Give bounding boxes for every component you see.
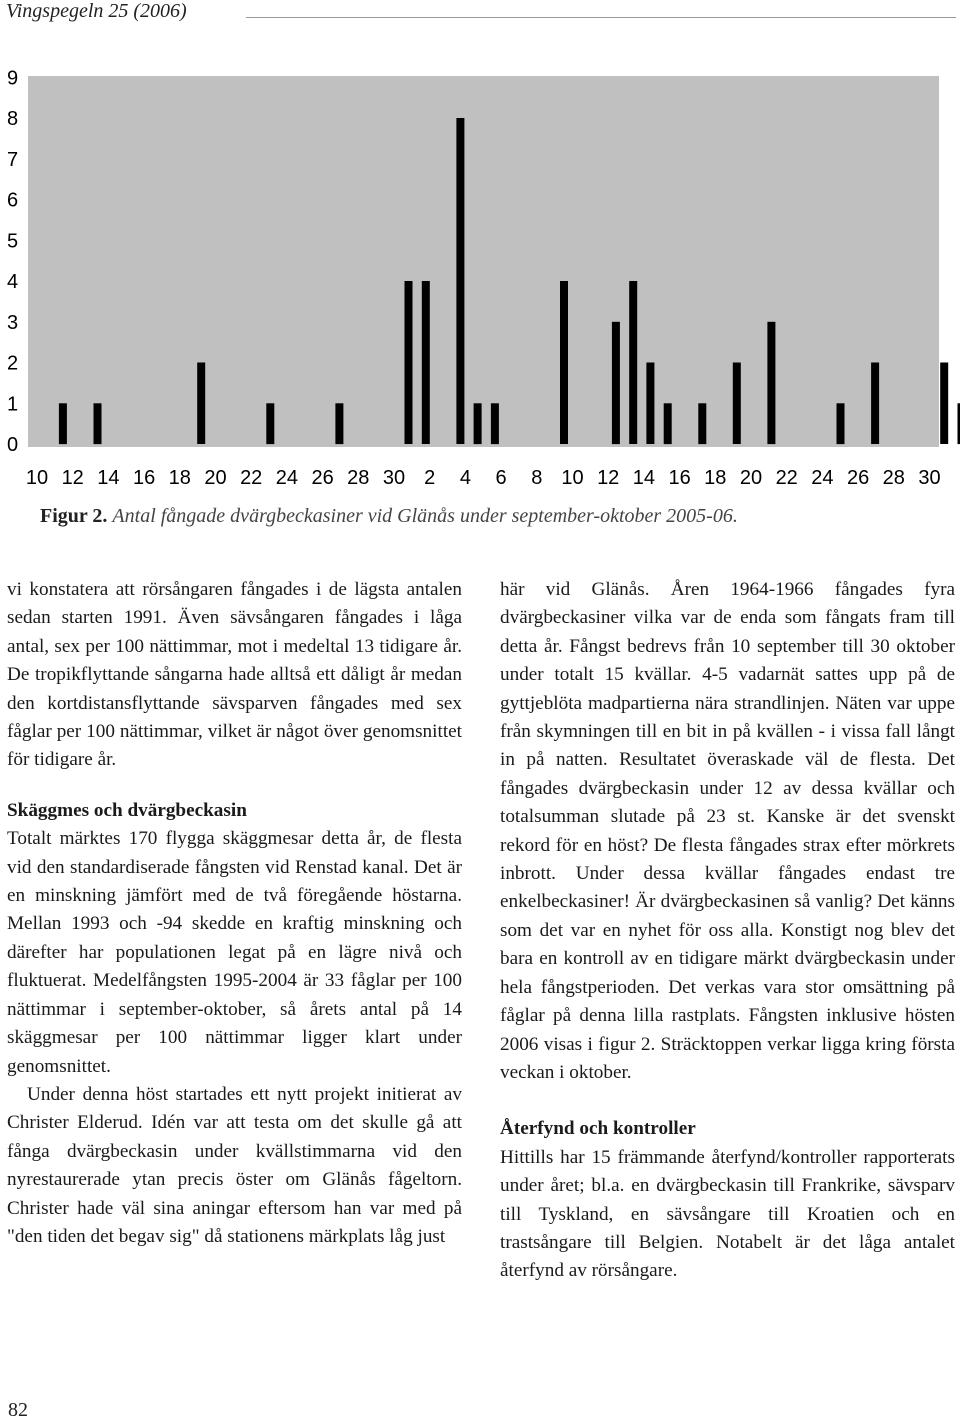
left-column [7, 576, 462, 1251]
section-heading: Skäggmes och dvärgbeckasin [7, 799, 247, 821]
bar [646, 363, 654, 445]
x-tick-label: 16 [668, 467, 691, 489]
x-tick-label: 30 [382, 467, 406, 489]
bar [266, 403, 274, 444]
x-tick-label: 20 [204, 467, 227, 489]
y-tick-label: 7 [7, 148, 19, 171]
y-tick-label: 5 [7, 230, 19, 253]
x-tick-label: 14 [97, 467, 120, 489]
x-tick-label: 26 [311, 467, 334, 489]
x-tick-label: 8 [531, 467, 543, 489]
paragraph: Under denna höst startades ett nytt projekt initierat av Christer Elderud. Idén var att testa om det skulle gå att fånga dvärgbeckasin under kvällstimmarna vid den nyrestaurerade ytan precis öster om Glänås fågeltorn. Christer hade väl sina aningar eftersom han var med på "den tiden det begav sig" då stationens märkplats låg just [7, 1083, 462, 1247]
y-tick-label: 9 [7, 67, 19, 90]
bar [474, 403, 482, 444]
bar [94, 403, 102, 444]
paragraph: vi konstatera att rörsångaren fångades i de lägsta antalen sedan starten 1991. Även sävsångaren fångades i låga antal, sex per 100 nättimmar, mot i medeltal 13 tidigare år. De tropikflyttande sångarna hade alltså ett dåligt år medan den kortdistansflyttande sävsparven fångades med sex fåglar per 100 nättimmar, vilket är något över genomsnittet för tidigare år. [7, 579, 462, 771]
running-head: Vingspegeln 25 (2006) [6, 0, 187, 22]
x-tick-label: 12 [597, 467, 620, 489]
section-heading: Återfynd och kontroller [500, 1118, 696, 1140]
x-tick-label: 18 [168, 467, 191, 489]
x-tick-label: 20 [739, 467, 763, 489]
plot-area [28, 76, 939, 447]
caption-text: Antal fångade dvärgbeckasiner vid Glänås under september-oktober 2005-06. [112, 505, 738, 527]
x-tick-label: 24 [275, 467, 299, 489]
bar-chart [0, 60, 960, 495]
header-rule [246, 17, 956, 18]
bar [940, 363, 948, 445]
x-tick-label: 10 [561, 467, 584, 489]
bar [871, 363, 879, 445]
x-tick-label: 10 [25, 467, 49, 489]
figure-caption [40, 505, 738, 528]
bar [405, 281, 413, 444]
y-tick-label: 8 [7, 108, 19, 130]
paragraph: här vid Glänås. Åren 1964-1966 fångades fyra dvärgbeckasiner vilka var de enda som fångats fram till detta år. Fångst bedrevs från 10 september till 30 oktober under totalt 15 kvällar. 4-5 vadarnät sattes upp på de gyttjeblöta madpartierna nära strandlinjen. Näten var uppe från skymningen till en bit in på kvällen - i vissa fall långt in på natten. Resultatet överaskade väl de flesta. Det fångades dvärgbeckasin under 12 av dessa kvällar och totalsumman slutade på 23 st. Kanske är det svenskt rekord för en höst? De flesta fångades strax efter mörkrets inbrott. Under dessa kvällar fångades endast tre enkelbeckasiner! Är dvärgbeckasinen så vanlig? Det känns som det var en nyhet för oss alla. Konstigt nog blev det bara en kontroll av en tidigare märkt dvärgbeckasin under hela fångstperioden. Det verkas vara stor omsättning på fåglar på denna lilla rastplats. Fångsten inklusive hösten 2006 visas i figur 2. Sträcktoppen verkar ligga kring första veckan i oktober. [500, 579, 955, 1083]
bar [612, 322, 620, 444]
bar [59, 403, 67, 444]
x-tick-label: 22 [775, 467, 798, 489]
paragraph: Hittills har 15 främmande återfynd/kontroller rapporterats under året; bl.a. en dvärgbeckasin till Frankrike, sävsparv till Tyskland, en sävsångare till Kroatien och en trastsångare till Belgien. Notabelt är det låga antalet återfynd av rörsångare. [500, 1146, 955, 1282]
x-tick-labels [26, 467, 941, 489]
x-tick-label: 4 [459, 467, 471, 489]
y-tick-label: 3 [7, 311, 19, 334]
y-tick-label: 0 [7, 434, 19, 456]
bar [698, 403, 706, 444]
y-tick-label: 6 [7, 189, 19, 212]
x-tick-label: 18 [704, 467, 727, 489]
y-tick-label: 4 [7, 271, 19, 293]
bar [197, 363, 205, 445]
bar [837, 403, 845, 444]
bar [422, 281, 430, 444]
y-tick-labels [7, 67, 18, 456]
bar [664, 403, 672, 444]
bar [560, 281, 568, 444]
x-tick-label: 22 [240, 467, 263, 489]
y-tick-label: 1 [7, 393, 19, 416]
x-tick-label: 28 [347, 467, 370, 489]
bar [335, 403, 343, 444]
x-tick-label: 6 [495, 467, 507, 489]
x-tick-label: 30 [918, 467, 941, 489]
x-tick-label: 28 [882, 467, 905, 489]
bar [733, 363, 741, 445]
bar [629, 281, 637, 444]
x-tick-label: 2 [424, 467, 436, 489]
x-tick-label: 24 [811, 467, 834, 489]
paragraph: Totalt märktes 170 flygga skäggmesar detta år, de flesta vid den standardiserade fångsten vid Renstad kanal. Det är en minskning jämfört med de två föregående höstarna. Mellan 1993 och -94 skedde en kraftig minskning och därefter har populationen legat på en lägre nivå och fluktuerat. Medelfångsten 1995-2004 är 33 fåglar per 100 nättimmar i september-oktober, så årets antal på 14 skäggmesar per 100 nättimmar ligger klart under genomsnittet. [7, 828, 462, 1077]
x-tick-label: 26 [846, 467, 870, 489]
x-tick-label: 14 [632, 467, 656, 489]
page-number: 82 [8, 1399, 28, 1421]
bar [767, 322, 775, 444]
x-tick-label: 16 [132, 467, 156, 489]
y-tick-label: 2 [7, 352, 19, 375]
bar [491, 403, 499, 444]
x-tick-label: 12 [61, 467, 84, 489]
bar [456, 118, 464, 444]
caption-label: Figur 2. [40, 505, 108, 527]
right-column [500, 576, 955, 1286]
